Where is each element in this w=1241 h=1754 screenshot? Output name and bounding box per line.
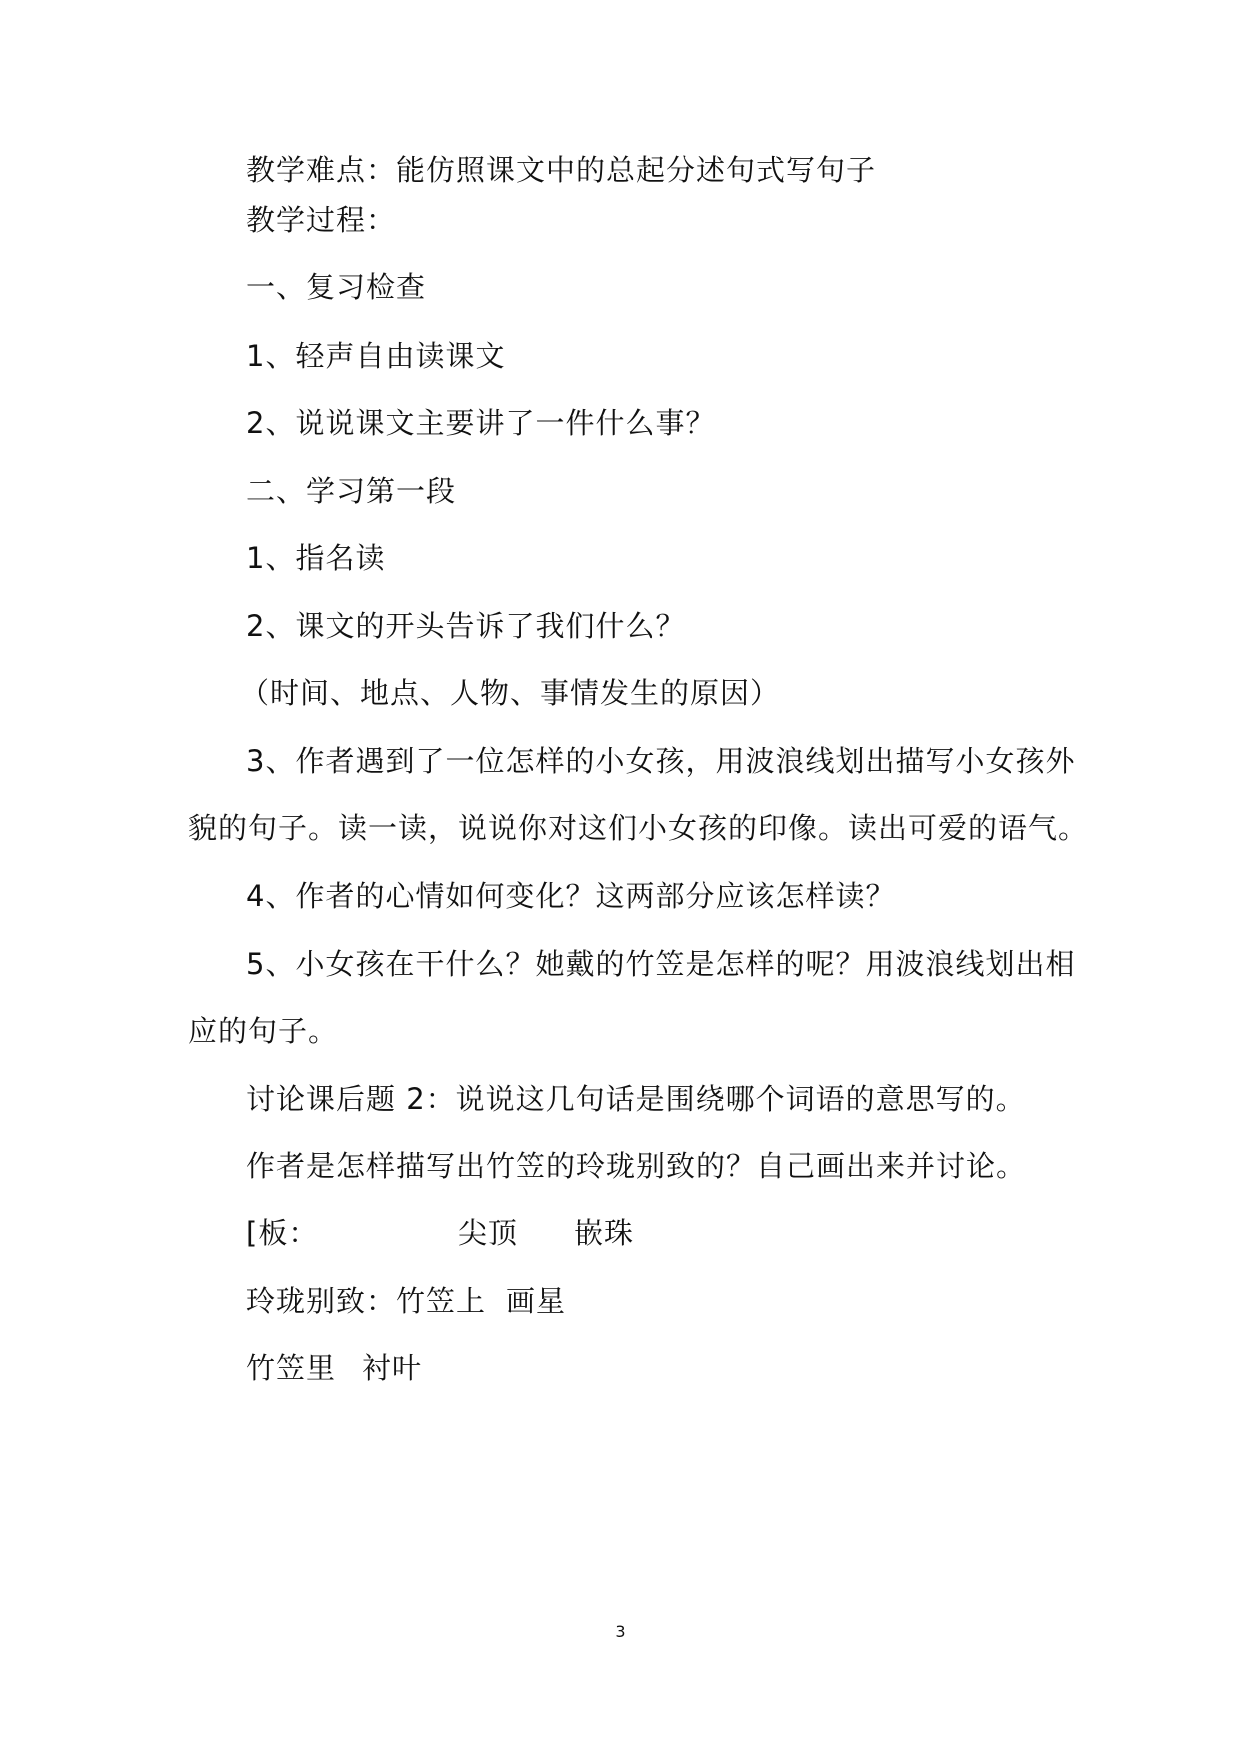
paragraph-describe-hat: 作者是怎样描写出竹笠的玲珑别致的？自己画出来并讨论。 <box>246 1149 1027 1183</box>
list-item-opening: 2、课文的开头告诉了我们什么？ <box>246 609 686 643</box>
board-row3-label: 竹笠里 <box>246 1351 337 1385</box>
board-label: [板： <box>246 1216 319 1250</box>
paragraph-teaching-difficulty: 教学难点：能仿照课文中的总起分述句式写句子 <box>246 153 877 187</box>
heading-review-check: 一、复习检查 <box>246 270 427 304</box>
list-item-main-idea: 2、说说课文主要讲了一件什么事？ <box>246 406 716 440</box>
note-time-place-people: （时间、地点、人物、事情发生的原因） <box>240 676 781 710</box>
list-item-girl-appearance-cont: 貌的句子。读一读，说说你对这们小女孩的印像。读出可爱的语气。 <box>188 811 1089 845</box>
list-item-girl-doing-cont: 应的句子。 <box>188 1014 339 1048</box>
list-item-read-aloud: 1、轻声自由读课文 <box>246 339 506 373</box>
list-item-girl-appearance: 3、作者遇到了一位怎样的小女孩，用波浪线划出描写小女孩外 <box>246 744 1076 778</box>
board-item-pointed-top: 尖顶 <box>458 1216 519 1250</box>
list-item-author-mood: 4、作者的心情如何变化？这两部分应该怎样读？ <box>246 879 896 913</box>
board-item-inlaid-pearl: 嵌珠 <box>574 1216 635 1250</box>
list-item-girl-doing: 5、小女孩在干什么？她戴的竹笠是怎样的呢？用波浪线划出相 <box>246 947 1076 981</box>
heading-first-paragraph: 二、学习第一段 <box>246 474 457 508</box>
paragraph-teaching-process: 教学过程： <box>246 203 397 237</box>
board-item-lining-leaf: 衬叶 <box>362 1351 423 1385</box>
list-item-name-reading: 1、指名读 <box>246 541 386 575</box>
page-number: 3 <box>615 1622 626 1641</box>
board-row2-label: 玲珑别致：竹笠上 <box>246 1284 487 1318</box>
board-item-painted-star: 画星 <box>506 1284 567 1318</box>
paragraph-discussion: 讨论课后题 2：说说这几句话是围绕哪个词语的意思写的。 <box>246 1082 1026 1116</box>
